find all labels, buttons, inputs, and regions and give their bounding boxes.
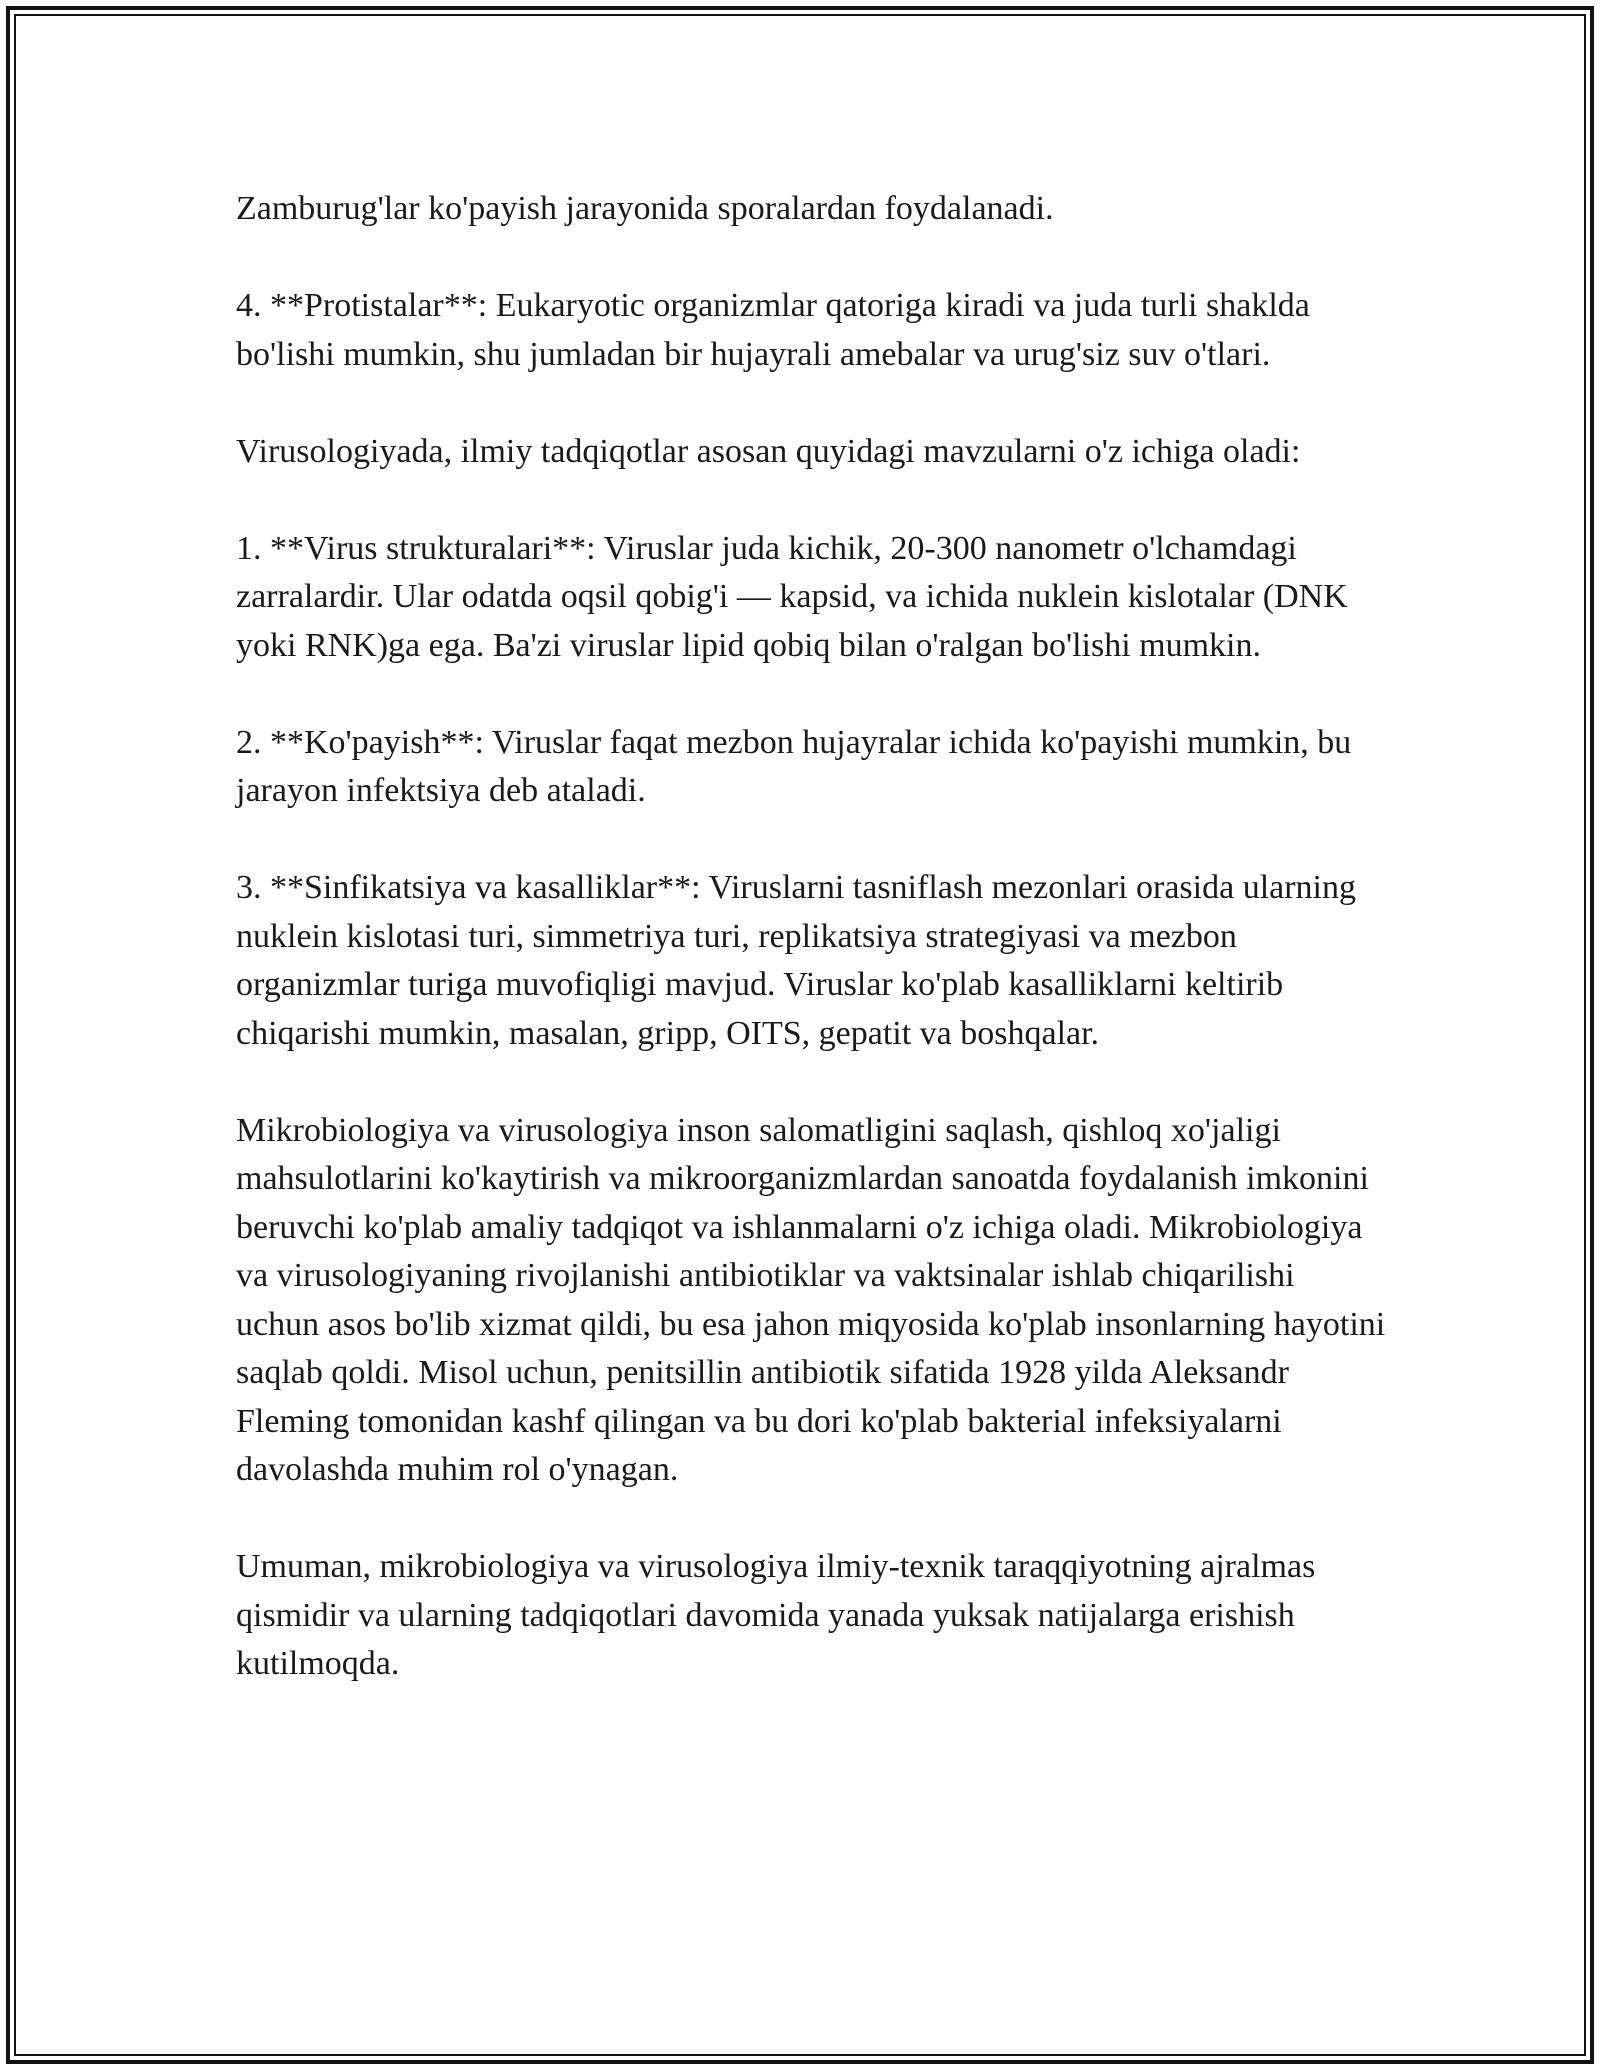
paragraph-virology-intro: Virusologiyada, ilmiy tadqiqotlar asosan quyidagi mavzularni o'z ichiga oladi: xyxy=(236,432,1301,470)
document-body xyxy=(236,185,1386,1689)
paragraph-virus-structures: 1. **Virus strukturalari**: Viruslar juda kichik, 20-300 nanometr o'lchamdagi zarralardir. Ular odatda oqsil qobig'i — kapsid, va ichida nuklein kislotalar (DNK yoki RNK)ga ega. Ba'zi viruslar lipid qobiq bilan o'ralgan bo'lishi mumkin. xyxy=(236,529,1348,664)
paragraph-reproduction: 2. **Ko'payish**: Viruslar faqat mezbon hujayralar ichida ko'payishi mumkin, bu jarayon infektsiya deb ataladi. xyxy=(236,723,1352,809)
paragraph-classification-diseases: 3. **Sinfikatsiya va kasalliklar**: Viruslarni tasniflash mezonlari orasida ularning nuklein kislotasi turi, simmetriya turi, replikatsiya strategiyasi va mezbon organizmlar turiga muvofiqligi mavjud. Viruslar ko'plab kasalliklarni keltirib chiqarishi mumkin, masalan, gripp, OITS, gepatit va boshqalar. xyxy=(236,869,1357,1052)
paragraph-protists: 4. **Protistalar**: Eukaryotic organizmlar qatoriga kiradi va juda turli shaklda bo'lishi mumkin, shu jumladan bir hujayrali amebalar va urug'siz suv o'tlari. xyxy=(236,287,1310,373)
paragraph-fungi-spores: Zamburug'lar ko'payish jarayonida sporalardan foydalanadi. xyxy=(236,190,1054,227)
paragraph-conclusion: Umuman, mikrobiologiya va virusologiya ilmiy-texnik taraqqiyotning ajralmas qismidir va ularning tadqiqotlari davomida yanada yuksak natijalarga erishish kutilmoqda. xyxy=(236,1548,1316,1682)
paragraph-applications: Mikrobiologiya va virusologiya inson salomatligini saqlash, qishloq xo'jaligi mahsulotlarini ko'kaytirish va mikroorganizmlardan sanoatda foydalanish imkonini beruvchi ko'plab amaliy tadqiqot va ishlanmalarni o'z ichiga oladi. Mikrobiologiya va virusologiyaning rivojlanishi antibiotiklar va vaktsinalar ishlab chiqarilishi uchun asos bo'lib xizmat qildi, bu esa jahon miqyosida ko'plab insonlarning hayotini saqlab qoldi. Misol uchun, penitsillin antibiotik sifatida 1928 yilda Aleksandr Fleming tomonidan kashf qilingan va bu dori ko'plab bakterial infeksiyalarni davolashda muhim rol o'ynagan. xyxy=(236,1111,1386,1488)
